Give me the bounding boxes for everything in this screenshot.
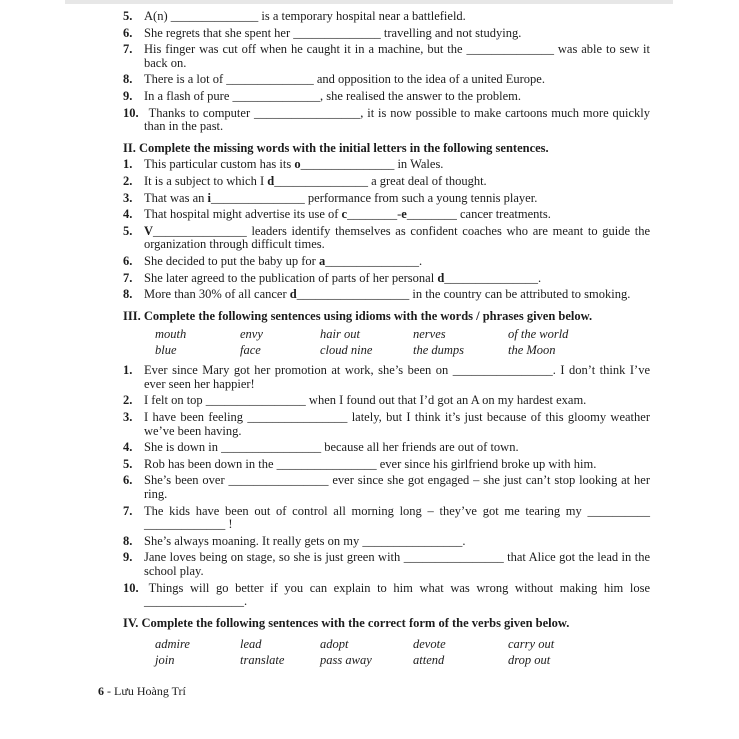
item-number: 4. bbox=[123, 207, 133, 222]
exercise-item bbox=[123, 411, 650, 438]
wordbox-word: admire bbox=[155, 637, 190, 652]
section-4-verb-forms bbox=[123, 617, 650, 669]
item-text: Ever since Mary got her promotion at work, she’s been on ________________. I don’t think I’ve ever seen her happier! bbox=[144, 363, 650, 391]
worksheet-page bbox=[98, 9, 650, 699]
wordbox-word: drop out bbox=[508, 653, 551, 668]
item-number: 1. bbox=[123, 363, 133, 378]
exercise-item bbox=[123, 27, 650, 41]
item-text: The kids have been out of control all morning long – they’ve got me tearing my __________ _____________ ! bbox=[144, 503, 650, 532]
item-number: 8. bbox=[123, 287, 133, 302]
wordbox-word: hair out bbox=[320, 327, 360, 342]
item-number: 6. bbox=[123, 253, 133, 268]
exercise-item bbox=[123, 535, 650, 549]
section-1-gap-fill-continued bbox=[123, 10, 650, 134]
wordbox-word: of the world bbox=[508, 327, 569, 342]
wordbox-word: translate bbox=[240, 653, 285, 668]
exercise-item bbox=[123, 90, 650, 104]
initial-letter: d bbox=[267, 173, 275, 188]
wordbox-word: carry out bbox=[508, 637, 555, 652]
item-text: _______________ performance from such a young tennis player. bbox=[211, 190, 538, 205]
exercise-content bbox=[123, 10, 650, 668]
exercise-item bbox=[123, 505, 650, 532]
exercise-item bbox=[123, 364, 650, 391]
exercise-item bbox=[123, 10, 650, 24]
exercise-item bbox=[123, 474, 650, 501]
exercise-item bbox=[123, 458, 650, 472]
item-text: I felt on top ________________ when I found out that I’d got an A on my hardest exam. bbox=[144, 393, 587, 408]
initial-letter: e bbox=[401, 207, 407, 222]
item-number: 7. bbox=[123, 42, 133, 57]
item-text: Jane loves being on stage, so she is just green with ________________ that Alice got the lead in the school play. bbox=[144, 550, 650, 578]
section-3-idioms bbox=[123, 310, 650, 609]
item-number: 10. bbox=[123, 580, 139, 595]
exercise-item bbox=[123, 255, 650, 269]
wordbox-word: pass away bbox=[320, 653, 372, 668]
item-text: _______________ leaders identify themselves as confident coaches who are meant to guide the organization through difficult times. bbox=[144, 223, 650, 252]
initial-letter: V bbox=[144, 223, 154, 238]
item-text: That hospital might advertise its use of bbox=[144, 207, 342, 222]
item-text: _______________ in Wales. bbox=[300, 157, 444, 172]
exercise-item bbox=[123, 73, 650, 87]
item-text: She later agreed to the publication of parts of her personal bbox=[144, 270, 438, 285]
item-text: More than 30% of all cancer bbox=[144, 287, 290, 302]
exercise-item bbox=[123, 225, 650, 252]
exercise-item bbox=[123, 394, 650, 408]
item-number: 2. bbox=[123, 173, 133, 188]
exercise-item bbox=[123, 551, 650, 578]
initial-letter: c bbox=[341, 207, 348, 222]
item-number: 3. bbox=[123, 410, 133, 425]
exercise-item bbox=[123, 158, 650, 172]
item-text: _______________ a great deal of thought. bbox=[274, 173, 487, 188]
item-text: ________- bbox=[347, 207, 402, 222]
item-text: _______________. bbox=[444, 270, 542, 285]
item-text: A(n) ______________ is a temporary hospital near a battlefield. bbox=[144, 9, 466, 23]
item-number: 9. bbox=[123, 88, 133, 103]
page-number: 6 bbox=[98, 684, 104, 699]
item-number: 1. bbox=[123, 157, 133, 172]
item-number: 6. bbox=[123, 25, 133, 40]
item-text: That was an bbox=[144, 190, 208, 205]
initial-letter: o bbox=[294, 157, 301, 172]
exercise-item bbox=[123, 272, 650, 286]
exercise-item bbox=[123, 582, 650, 609]
wordbox-word: mouth bbox=[155, 327, 187, 342]
exercise-item bbox=[123, 107, 650, 134]
item-text: Things will go better if you can explain to him what was wrong without making him lose ________________. bbox=[144, 580, 650, 609]
item-text: She regrets that she spent her ______________ travelling and not studying. bbox=[144, 25, 522, 40]
section-2-initial-letters-heading: II. Complete the missing words with the initial letters in the following sentences. bbox=[123, 140, 549, 155]
wordbox-word: attend bbox=[413, 653, 445, 668]
exercise-item bbox=[123, 175, 650, 189]
wordbox-word: join bbox=[155, 653, 175, 668]
wordbox-word: lead bbox=[240, 637, 262, 652]
exercise-item bbox=[123, 43, 650, 70]
item-text: She’s always moaning. It really gets on my ________________. bbox=[144, 533, 466, 548]
item-number: 7. bbox=[123, 503, 133, 518]
wordbox-word: face bbox=[240, 343, 261, 358]
scan-edge-artifact bbox=[65, 0, 673, 4]
item-text: She decided to put the baby up for bbox=[144, 253, 319, 268]
item-number: 10. bbox=[123, 105, 139, 120]
item-number: 7. bbox=[123, 270, 133, 285]
initial-letter: d bbox=[437, 270, 445, 285]
item-text: She is down in ________________ because all her friends are out of town. bbox=[144, 440, 519, 455]
wordbox-word: adopt bbox=[320, 637, 349, 652]
item-number: 6. bbox=[123, 473, 133, 488]
item-number: 5. bbox=[123, 9, 133, 23]
wordbox-word: the dumps bbox=[413, 343, 465, 358]
item-number: 3. bbox=[123, 190, 133, 205]
item-text: His finger was cut off when he caught it in a machine, but the ______________ was able to sew it back on. bbox=[144, 42, 650, 70]
item-number: 5. bbox=[123, 223, 133, 238]
initial-letter: d bbox=[289, 287, 297, 302]
section-3-idioms-heading: III. Complete the following sentences using idioms with the words / phrases given below. bbox=[123, 308, 593, 323]
page-footer bbox=[98, 684, 650, 698]
item-number: 8. bbox=[123, 72, 133, 87]
item-number: 8. bbox=[123, 533, 133, 548]
item-text: _______________. bbox=[325, 253, 423, 268]
exercise-item bbox=[123, 441, 650, 455]
wordbox-word: cloud nine bbox=[320, 343, 373, 358]
item-number: 2. bbox=[123, 393, 133, 408]
item-text: There is a lot of ______________ and opposition to the idea of a united Europe. bbox=[144, 72, 545, 87]
item-text: It is a subject to which I bbox=[144, 173, 268, 188]
item-text: __________________ in the country can be attributed to smoking. bbox=[296, 287, 631, 302]
section-3-idioms-wordbox bbox=[123, 326, 650, 358]
initial-letter: i bbox=[207, 190, 212, 205]
wordbox-word: devote bbox=[413, 637, 446, 652]
item-text: Rob has been down in the ________________ ever since his girlfriend broke up with him. bbox=[144, 456, 597, 471]
section-4-verb-forms-heading: IV. Complete the following sentences with the correct form of the verbs given below. bbox=[123, 615, 570, 630]
wordbox-word: nerves bbox=[413, 327, 446, 342]
exercise-item bbox=[123, 192, 650, 206]
item-number: 4. bbox=[123, 440, 133, 455]
item-text: She’s been over ________________ ever since she got engaged – she just can’t stop looking at her ring. bbox=[144, 473, 650, 502]
item-text: I have been feeling ________________ lately, but I think it’s just because of this gloomy weather we’ve been having. bbox=[144, 410, 650, 438]
item-text: Thanks to computer _________________, it is now possible to make cartoons much more quickly than in the past. bbox=[144, 105, 650, 134]
wordbox-word: envy bbox=[240, 327, 263, 342]
wordbox-word: blue bbox=[155, 343, 177, 358]
footer-author-text: - Lưu Hoàng Trí bbox=[104, 684, 186, 699]
initial-letter: a bbox=[318, 253, 326, 268]
exercise-item bbox=[123, 288, 650, 302]
item-text: In a flash of pure ______________, she realised the answer to the problem. bbox=[144, 88, 521, 103]
item-number: 5. bbox=[123, 456, 133, 471]
item-text: This particular custom has its bbox=[144, 157, 295, 172]
item-text: ________ cancer treatments. bbox=[406, 207, 551, 222]
item-number: 9. bbox=[123, 550, 133, 565]
section-2-initial-letters bbox=[123, 142, 650, 302]
wordbox-word: the Moon bbox=[508, 343, 556, 358]
section-4-verb-forms-wordbox bbox=[123, 636, 650, 668]
exercise-item bbox=[123, 208, 650, 222]
